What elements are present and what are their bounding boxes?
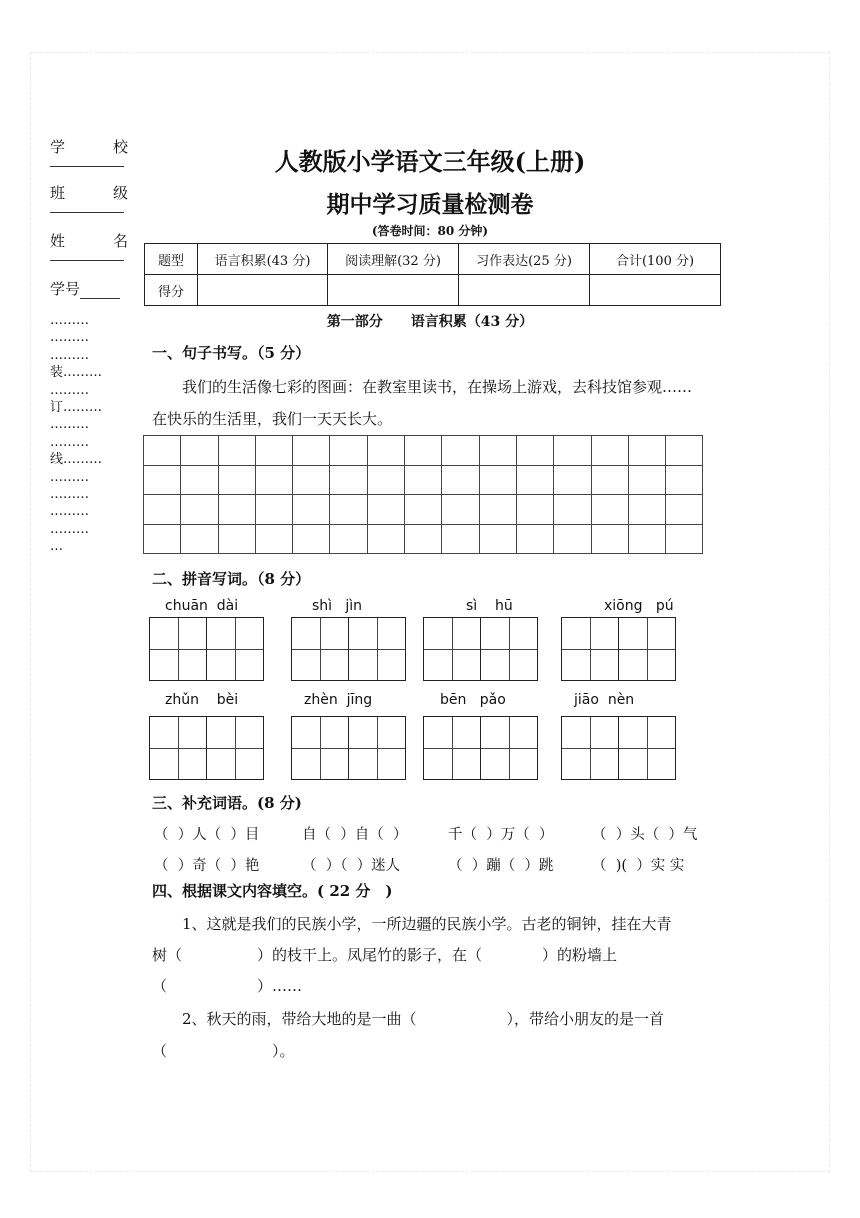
- grid-cell[interactable]: [479, 494, 517, 525]
- question-text: 1、这就是我们的民族小学，一所边疆的民族小学。古老的铜钟，挂在大青: [182, 915, 672, 933]
- pinyin-label: xiōng pú: [604, 598, 674, 614]
- score-table-header: 合计(100 分): [590, 244, 721, 275]
- idiom-blank[interactable]: （ ）（ ）迷人: [302, 858, 401, 874]
- binding-dots: 订………: [50, 400, 103, 416]
- binding-dots: 装………: [50, 365, 103, 381]
- answer-box[interactable]: [423, 716, 536, 780]
- grid-cell[interactable]: [553, 435, 591, 466]
- answer-box[interactable]: [423, 617, 536, 681]
- grid-cell[interactable]: [143, 465, 181, 496]
- grid-cell[interactable]: [255, 435, 293, 466]
- grid-cell[interactable]: [479, 465, 517, 496]
- binding-dots: ………: [50, 504, 89, 520]
- grid-cell[interactable]: [628, 435, 666, 466]
- grid-cell[interactable]: [292, 435, 330, 466]
- binding-line: [50, 312, 130, 556]
- grid-cell[interactable]: [404, 465, 442, 496]
- binding-dots: ………: [50, 382, 89, 398]
- grid-cell[interactable]: [180, 465, 218, 496]
- grid-cell[interactable]: [255, 465, 293, 496]
- grid-cell[interactable]: [404, 524, 442, 555]
- grid-cell[interactable]: [180, 494, 218, 525]
- page-border: [30, 52, 830, 1172]
- binding-dots: …: [50, 539, 63, 555]
- grid-cell[interactable]: [591, 494, 629, 525]
- idiom-blank[interactable]: （ ）人（ ）目: [154, 827, 260, 843]
- grid-cell[interactable]: [367, 494, 405, 525]
- score-cell[interactable]: [328, 275, 459, 306]
- grid-cell[interactable]: [218, 435, 256, 466]
- answer-box[interactable]: [561, 716, 674, 780]
- page-subtitle: 期中学习质量检测卷: [326, 191, 534, 218]
- pinyin-label: jiāo nèn: [574, 692, 635, 708]
- grid-cell[interactable]: [143, 494, 181, 525]
- grid-cell[interactable]: [628, 465, 666, 496]
- grid-cell[interactable]: [479, 524, 517, 555]
- binding-dots: ………: [50, 521, 89, 537]
- grid-cell[interactable]: [292, 465, 330, 496]
- grid-cell[interactable]: [143, 524, 181, 555]
- idiom-blank[interactable]: （ ）头（ ）气: [592, 827, 698, 843]
- grid-cell[interactable]: [404, 435, 442, 466]
- binding-dots: ………: [50, 434, 89, 450]
- grid-cell[interactable]: [441, 465, 479, 496]
- grid-cell[interactable]: [665, 465, 703, 496]
- grid-cell[interactable]: [591, 435, 629, 466]
- grid-cell[interactable]: [218, 465, 256, 496]
- grid-cell[interactable]: [516, 465, 554, 496]
- grid-cell[interactable]: [591, 465, 629, 496]
- grid-cell[interactable]: [404, 494, 442, 525]
- answer-box[interactable]: [291, 716, 404, 780]
- grid-cell[interactable]: [665, 494, 703, 525]
- score-table-header: 语言积累(43 分): [198, 244, 328, 275]
- score-cell[interactable]: [459, 275, 590, 306]
- grid-cell[interactable]: [553, 524, 591, 555]
- pinyin-label: chuān dài: [165, 598, 239, 614]
- grid-cell[interactable]: [218, 524, 256, 555]
- grid-cell[interactable]: [367, 465, 405, 496]
- grid-cell[interactable]: [553, 494, 591, 525]
- grid-row: [143, 465, 702, 495]
- binding-dots: ………: [50, 330, 89, 346]
- pinyin-label: shì jìn: [312, 598, 363, 614]
- answer-box[interactable]: [149, 716, 262, 780]
- grid-row: [143, 435, 702, 465]
- grid-cell[interactable]: [665, 435, 703, 466]
- idiom-blank[interactable]: （ ）蹦（ ）跳: [448, 858, 554, 874]
- grid-cell[interactable]: [329, 435, 367, 466]
- grid-cell[interactable]: [218, 494, 256, 525]
- student-number-field[interactable]: 学号: [50, 278, 120, 299]
- grid-cell[interactable]: [367, 524, 405, 555]
- grid-cell[interactable]: [516, 494, 554, 525]
- answer-box[interactable]: [149, 617, 262, 681]
- grid-cell[interactable]: [628, 494, 666, 525]
- idiom-blank[interactable]: （ ）奇（ ）艳: [154, 858, 260, 874]
- grid-cell[interactable]: [441, 494, 479, 525]
- grid-cell[interactable]: [516, 524, 554, 555]
- grid-row: [143, 494, 702, 524]
- question-text[interactable]: 树（ ）的枝干上。凤尾竹的影子，在（ ）的粉墙上: [152, 946, 618, 964]
- pinyin-label: sì hū: [466, 598, 513, 614]
- grid-cell[interactable]: [665, 524, 703, 555]
- grid-cell[interactable]: [591, 524, 629, 555]
- grid-cell[interactable]: [329, 494, 367, 525]
- idiom-blank[interactable]: （ )( ）实 实: [592, 858, 685, 874]
- pinyin-label: zhǔn bèi: [165, 692, 239, 708]
- grid-cell[interactable]: [143, 435, 181, 466]
- score-cell[interactable]: [198, 275, 328, 306]
- score-table-header: 题型: [145, 244, 198, 275]
- grid-cell[interactable]: [180, 435, 218, 466]
- score-table-header: 阅读理解(32 分): [328, 244, 459, 275]
- grid-cell[interactable]: [292, 524, 330, 555]
- grid-cell[interactable]: [180, 524, 218, 555]
- grid-cell[interactable]: [441, 435, 479, 466]
- writing-grid[interactable]: [143, 435, 702, 553]
- section-2-heading: 二、拼音写词。（8 分）: [152, 570, 311, 588]
- section-1-text: 我们的生活像七彩的图画：在教室里读书，在操场上游戏，去科技馆参观……: [182, 378, 693, 396]
- grid-cell[interactable]: [479, 435, 517, 466]
- question-text[interactable]: （ ）……: [152, 977, 303, 995]
- page-title: 人教版小学语文三年级(上册): [274, 147, 586, 176]
- binding-dots: ………: [50, 417, 89, 433]
- binding-dots: 线………: [50, 452, 103, 468]
- part-heading: 第一部分 语言积累（43 分）: [326, 314, 534, 330]
- score-row-label: 得分: [145, 275, 198, 306]
- idiom-blank[interactable]: 千（ ）万（ ）: [448, 827, 554, 843]
- idiom-blank[interactable]: 自（ ）自（ ）: [302, 827, 408, 843]
- grid-cell[interactable]: [628, 524, 666, 555]
- grid-row: [143, 524, 702, 554]
- binding-dots: ………: [50, 347, 89, 363]
- section-3-heading: 三、补充词语。(8 分): [152, 794, 302, 812]
- grid-cell[interactable]: [255, 524, 293, 555]
- grid-cell[interactable]: [255, 494, 293, 525]
- grid-cell[interactable]: [441, 524, 479, 555]
- score-cell[interactable]: [590, 275, 721, 306]
- binding-dots: ………: [50, 313, 89, 328]
- class-field[interactable]: 班 级: [50, 174, 128, 214]
- grid-cell[interactable]: [367, 435, 405, 466]
- score-table: [144, 243, 721, 306]
- school-field[interactable]: 学 校: [50, 128, 128, 168]
- grid-cell[interactable]: [329, 524, 367, 555]
- grid-cell[interactable]: [553, 465, 591, 496]
- question-text[interactable]: （ ）。: [152, 1042, 295, 1060]
- score-table-header: 习作表达(25 分): [459, 244, 590, 275]
- grid-cell[interactable]: [292, 494, 330, 525]
- exam-time: (答卷时间：80 分钟): [371, 224, 489, 238]
- binding-dots: ………: [50, 487, 89, 503]
- answer-box[interactable]: [291, 617, 404, 681]
- section-1-heading: 一、句子书写。（5 分）: [152, 344, 311, 362]
- answer-box[interactable]: [561, 617, 674, 681]
- section-4-heading: 四、根据课文内容填空。( 22 分 ): [152, 882, 393, 900]
- name-field[interactable]: 姓 名: [50, 222, 128, 262]
- grid-cell[interactable]: [329, 465, 367, 496]
- binding-dots: ………: [50, 469, 89, 485]
- section-1-text: 在快乐的生活里，我们一天天长大。: [152, 410, 393, 428]
- pinyin-label: bēn pǎo: [440, 692, 506, 708]
- grid-cell[interactable]: [516, 435, 554, 466]
- question-text[interactable]: 2、秋天的雨，带给大地的是一曲（ ），带给小朋友的是一首: [182, 1010, 665, 1028]
- pinyin-label: zhèn jīng: [304, 692, 373, 708]
